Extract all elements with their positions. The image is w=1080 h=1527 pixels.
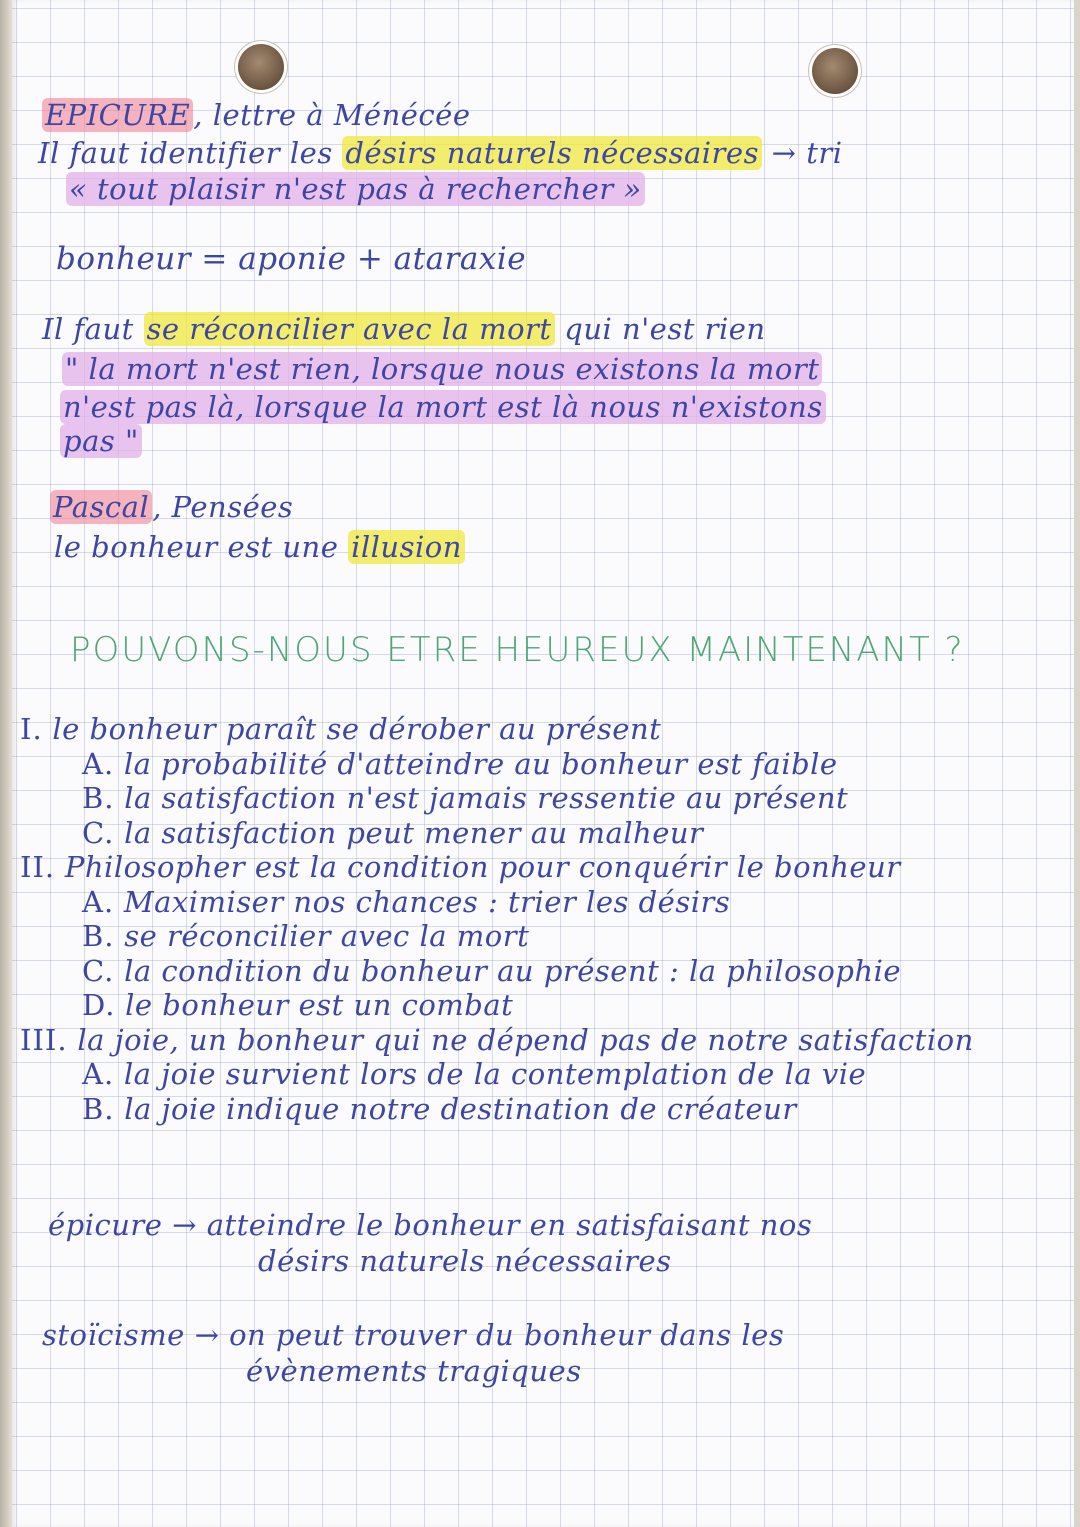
punch-hole-left <box>238 44 284 90</box>
mort-quote-3: pas " <box>60 424 142 458</box>
bonheur-definition: bonheur = aponie + ataraxie <box>56 241 527 277</box>
punch-hole-right <box>812 48 858 94</box>
desirs-text-b: → tri <box>771 136 843 170</box>
outline-item <box>20 850 901 884</box>
mort-quote-line-1 <box>62 352 822 386</box>
outline-text: Philosopher est la condition pour conquérir le bonheur <box>64 850 901 884</box>
outline-tag: I. <box>20 712 43 746</box>
outline-tag: B. <box>82 781 115 815</box>
mort-quote-1: " la mort n'est rien, lorsque nous existons la mort <box>62 352 822 386</box>
stoicisme-text-1: → on peut trouver du bonheur dans les <box>194 1318 785 1352</box>
plaisir-quote: « tout plaisir n'est pas à rechercher » <box>66 172 645 206</box>
mort-text-b: qui n'est rien <box>564 312 766 346</box>
outline-item <box>82 885 730 919</box>
mort-quote-line-2 <box>60 390 826 424</box>
outline-item <box>82 988 513 1022</box>
epicure-summary-text-1: → atteindre le bonheur en satisfaisant nos <box>172 1208 813 1242</box>
outline-text: la joie, un bonheur qui ne dépend pas de notre satisfaction <box>77 1022 974 1057</box>
mort-quote-line-3 <box>60 424 142 458</box>
outline-tag: A. <box>82 746 115 781</box>
outline-text: la satisfaction n'est jamais ressentie au présent <box>124 781 849 815</box>
outline-tag: A. <box>82 1057 115 1091</box>
outline-text: le bonheur paraît se dérober au présent <box>52 712 662 746</box>
mort-line <box>42 312 766 346</box>
desirs-text-a: Il faut identifier les <box>38 136 333 170</box>
outline-text: la condition du bonheur au présent : la philosophie <box>124 953 902 988</box>
notebook-edge <box>0 0 12 1527</box>
outline-item <box>82 1092 797 1126</box>
outline-tag: C. <box>82 953 115 988</box>
outline-text: le bonheur est un combat <box>125 988 514 1022</box>
epicure-heading-line <box>42 98 470 132</box>
outline-item <box>82 954 901 988</box>
outline-tag: C. <box>82 815 115 850</box>
outline-text: la joie survient lors de la contemplation de la vie <box>123 1057 867 1091</box>
pascal-heading <box>50 490 293 524</box>
outline-item <box>82 781 848 815</box>
outline-tag: B. <box>82 1091 115 1126</box>
plaisir-line <box>66 172 645 206</box>
pascal-highlight: illusion <box>348 530 465 564</box>
outline-tag: III. <box>20 1022 68 1057</box>
epicure-heading-rest: , lettre à Ménécée <box>193 98 471 132</box>
pascal-rest: , Pensées <box>152 490 294 524</box>
outline-item <box>82 747 838 781</box>
outline-text: Maximiser nos chances : trier les désirs <box>123 884 731 919</box>
epicure-summary-line-1 <box>48 1208 812 1242</box>
outline-tag: D. <box>82 988 116 1022</box>
outline-text: se réconcilier avec la mort <box>124 919 530 953</box>
stoicisme-label: stoïcisme <box>42 1318 185 1352</box>
outline-text: la probabilité d'atteindre au bonheur est faible <box>123 746 838 781</box>
outline-tag: A. <box>82 884 115 919</box>
pascal-line <box>54 530 465 564</box>
mort-text-a: Il faut <box>42 312 134 346</box>
pascal-name: Pascal <box>50 490 152 524</box>
outline-text: la satisfaction peut mener au malheur <box>124 815 704 850</box>
pascal-text: le bonheur est une <box>54 530 339 564</box>
outline-item <box>20 1023 974 1057</box>
mort-highlight: se réconcilier avec la mort <box>144 312 555 346</box>
outline-text: la joie indique notre destination de créateur <box>124 1091 797 1126</box>
stoicisme-line-2: évènements tragiques <box>246 1354 582 1388</box>
outline-item <box>82 919 529 953</box>
desirs-highlight: désirs naturels nécessaires <box>342 136 762 170</box>
epicure-summary-line-2: désirs naturels nécessaires <box>258 1244 672 1278</box>
mort-quote-2: n'est pas là, lorsque la mort est là nous n'existons <box>60 390 826 424</box>
desirs-line <box>38 136 842 170</box>
stoicisme-line-1 <box>42 1318 784 1352</box>
epicure-heading: EPICURE <box>42 98 193 132</box>
epicure-summary-label: épicure <box>48 1208 163 1242</box>
outline-item <box>82 816 703 850</box>
notebook-page <box>12 0 1074 1527</box>
outline-item <box>82 1057 866 1091</box>
page-title: POUVONS-NOUS ETRE HEUREUX MAINTENANT ? <box>70 630 965 670</box>
outline-tag: II. <box>20 850 56 884</box>
outline-item <box>20 712 661 746</box>
outline-tag: B. <box>82 919 115 953</box>
